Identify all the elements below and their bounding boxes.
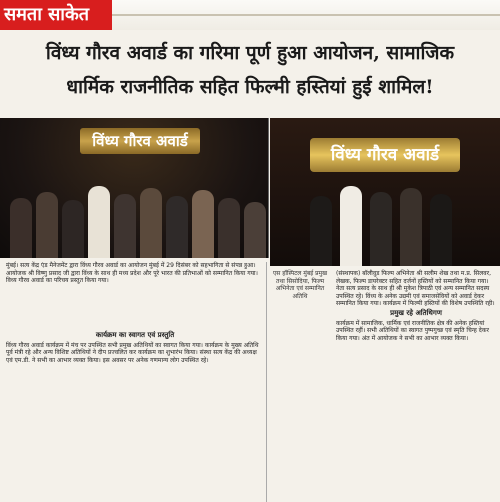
- masthead-rule: [112, 14, 500, 16]
- event-photo-left: [0, 118, 269, 258]
- person-figure: [244, 202, 266, 258]
- article-intro: [6, 262, 264, 287]
- photo-caption: एस हॉस्पिटल मुंबई प्रमुख तथा सिसोदिया, फिल्म अभिनेता एवं सम्मानित अतिथि: [272, 270, 328, 300]
- person-figure: [140, 188, 162, 258]
- article-body-right-2: कार्यक्रम में सामाजिक, धार्मिक एवं राजनीतिक क्षेत्र की अनेक हस्तियां उपस्थित रहीं। सभी अतिथियों का स्वागत पुष्पगुच्छ एवं स्मृति चिन्ह देकर किया गया। अंत में आयोजक ने सभी का आभार व्यक्त किया।: [336, 319, 489, 342]
- person-figure: [310, 196, 332, 266]
- person-figure: [36, 192, 58, 258]
- column-divider: [266, 262, 267, 502]
- person-figure: [430, 194, 452, 266]
- person-figure: [192, 190, 214, 258]
- person-figure: [166, 196, 188, 258]
- masthead-title: समता साकेत: [0, 0, 112, 30]
- article-column-left: [6, 330, 264, 366]
- person-figure: [10, 198, 32, 258]
- stage-banner-right: विंध्य गौरव अवार्ड: [310, 138, 460, 172]
- headline-line-1: विंध्य गौरव अवार्ड का गरिमा पूर्ण हुआ आयोजन, सामाजिक: [45, 42, 455, 64]
- person-figure: [62, 200, 84, 258]
- person-figure: [218, 198, 240, 258]
- event-photo-right: [270, 118, 500, 266]
- section-heading-left: कार्यक्रम का स्वागत एवं प्रस्तुति: [95, 331, 175, 339]
- masthead: [0, 0, 500, 30]
- person-figure: [400, 188, 422, 266]
- person-figure: [114, 194, 136, 258]
- person-figure: [340, 186, 362, 266]
- person-figure: [88, 186, 110, 258]
- section-heading-right: प्रमुख रहे अतिथिगण: [390, 308, 442, 317]
- article-body-left: विंध्य गौरव अवार्ड कार्यक्रम में मंच पर उपस्थित सभी प्रमुख अतिथियों का स्वागत किया गया। कार्यक्रम के मुख्य अतिथि पूर्व मंत्री रहे और अन्य विशिष्ट अतिथियों ने दीप प्रज्वलित कर कार्यक्रम का शुभारंभ किया। संस्था सत्य केंद्र की अध्यक्ष एवं एम.डी. ने सभी का आभार व्यक्त किया। इस अवसर पर अनेक गणमान्य लोग उपस्थित रहे।: [6, 341, 259, 364]
- person-figure: [370, 192, 392, 266]
- headline-line-2: धार्मिक राजनीतिक सहित फिल्मी हस्तियां हुई शामिल!: [66, 76, 434, 98]
- article-intro-text: मुंबई। सत्य केंद्र एंड मैनेजमेंट द्वारा विंध्य गौरव अवार्ड का आयोजन मुंबई में 29 दिसंबर को सहभागिता से संपन्न हुआ। आयोजक श्री विष्णु प्रसाद जी द्वारा विंध्य के साथ ही मध्य प्रदेश और पूरे भारत की प्रतिभाओं को सम्मानित किया गया। विध्य गौरव अवार्ड का परिचय प्रस्तुत किया गया।: [6, 262, 258, 285]
- article-column-right: [336, 270, 496, 344]
- headline: [14, 36, 486, 104]
- article-body-right: (संस्थापक) बॉलीवुड फिल्म अभिनेता श्री सलीम शेख तथा म.प्र. सिलवर, लेखक, फिल्म डायरेक्टर सहित दर्जनों हस्तियों को सम्मानित किया गया। नेता सत्य प्रसाद के साथ ही श्री मुकेश त्रिपाठी एवं अन्य सम्मानित सदस्य उपस्थित रहे। विंध्य के अनेक उद्यमी एवं समाजसेवियों को अवार्ड देकर सम्मानित किया गया। कार्यक्रम में फिल्मी हस्तियों की विशेष उपस्थिति रही।: [336, 270, 495, 308]
- stage-banner-left: विंध्य गौरव अवार्ड: [80, 128, 200, 154]
